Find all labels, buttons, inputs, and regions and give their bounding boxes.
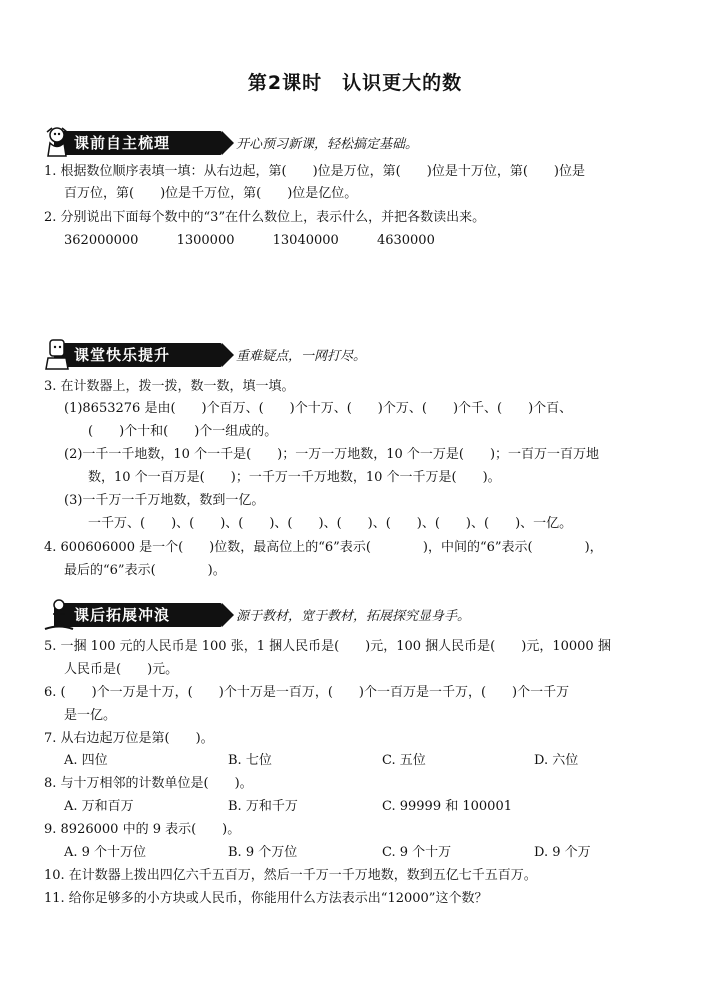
question-2: 2. 分别说出下面每个数中的“3”在什么数位上，表示什么，并把各数读出来。 bbox=[44, 210, 486, 225]
section-subtitle: 开心预习新课，轻松搞定基础。 bbox=[236, 137, 419, 152]
question-2-numbers bbox=[64, 230, 469, 252]
number-item: 13040000 bbox=[272, 233, 339, 248]
question-3-part-2-line-1: (2)一千一千地数，10 个一千是( )；一万一万地数，10 个一万是( )；一百万一百万地 bbox=[64, 447, 600, 462]
option-c: C. 9 个十万 bbox=[382, 845, 452, 860]
question-5-line-1: 5. 一捆 100 元的人民币是 100 张，1 捆人民币是( )元，100 捆人民币是( )元，10000 捆 bbox=[44, 639, 611, 654]
question-8: 8. 与十万相邻的计数单位是( )。 bbox=[44, 776, 253, 791]
section-banner-after-class bbox=[44, 598, 484, 632]
question-4-line-2: 最后的“6”表示( )。 bbox=[64, 563, 226, 578]
question-1-line-2: 百万位，第( )位是千万位，第( )位是亿位。 bbox=[64, 186, 358, 201]
page-title: 第2课时 认识更大的数 bbox=[247, 72, 463, 94]
section-subtitle: 重难疑点，一网打尽。 bbox=[236, 349, 367, 364]
question-3-part-1-line-2: ( )个十和( )个一组成的。 bbox=[88, 424, 278, 439]
question-7: 7. 从右边起万位是第( )。 bbox=[44, 731, 214, 746]
option-d: D. 六位 bbox=[534, 753, 579, 768]
question-9: 9. 8926000 中的 9 表示( )。 bbox=[44, 822, 241, 837]
option-b: B. 9 个万位 bbox=[228, 845, 298, 860]
section-title: 课堂快乐提升 bbox=[74, 346, 171, 364]
option-b: B. 七位 bbox=[228, 753, 272, 768]
option-c: C. 五位 bbox=[382, 753, 426, 768]
option-b: B. 万和千万 bbox=[228, 799, 298, 814]
question-3-part-2-line-2: 数，10 个一百万是( )；一千万一千万地数，10 个一千万是( )。 bbox=[88, 470, 501, 485]
question-4-line-1: 4. 600606000 是一个( )位数，最高位上的“6”表示( )，中间的“6”表示( )， bbox=[44, 540, 603, 555]
question-11: 11. 给你足够多的小方块或人民币，你能用什么方法表示出“12000”这个数？ bbox=[44, 891, 488, 906]
question-3: 3. 在计数器上，拨一拨，数一数，填一填。 bbox=[44, 379, 295, 394]
number-item: 1300000 bbox=[176, 233, 235, 248]
question-3-part-1-line-1: (1)8653276 是由( )个百万、( )个十万、( )个万、( )个千、( )个百、 bbox=[64, 401, 573, 416]
option-d: D. 9 个万 bbox=[534, 845, 591, 860]
option-c: C. 99999 和 100001 bbox=[382, 799, 512, 814]
section-banner-class bbox=[44, 338, 484, 372]
mascot-icon bbox=[44, 126, 74, 160]
mascot-icon bbox=[44, 338, 74, 372]
question-3-part-3-line-1: (3)一千万一千万地数，数到一亿。 bbox=[64, 493, 265, 508]
question-5-line-2: 人民币是( )元。 bbox=[64, 662, 179, 677]
question-10: 10. 在计数器上拨出四亿六千五百万，然后一千万一千万地数，数到五亿七千五百万。 bbox=[44, 868, 537, 883]
option-a: A. 万和百万 bbox=[64, 799, 134, 814]
question-1-line-1: 1. 根据数位顺序表填一填：从右边起，第( )位是万位，第( )位是十万位，第( )位是 bbox=[44, 164, 585, 179]
question-3-part-3-line-2: 一千万、( )、( )、( )、( )、( )、( )、( )、( )、一亿。 bbox=[88, 516, 573, 531]
number-item: 4630000 bbox=[376, 233, 435, 248]
number-item: 362000000 bbox=[64, 233, 139, 248]
section-banner-preview bbox=[44, 126, 484, 160]
option-a: A. 四位 bbox=[64, 753, 108, 768]
section-title: 课后拓展冲浪 bbox=[74, 606, 171, 624]
section-title: 课前自主梳理 bbox=[74, 134, 171, 152]
option-a: A. 9 个十万位 bbox=[64, 845, 147, 860]
section-subtitle: 源于教材，宽于教材，拓展探究显身手。 bbox=[236, 609, 471, 624]
question-6-line-2: 是一亿。 bbox=[64, 708, 117, 723]
surfer-icon bbox=[44, 598, 74, 632]
question-6-line-1: 6. ( )个一万是十万，( )个十万是一百万，( )个一百万是一千万，( )个一千万 bbox=[44, 685, 570, 700]
